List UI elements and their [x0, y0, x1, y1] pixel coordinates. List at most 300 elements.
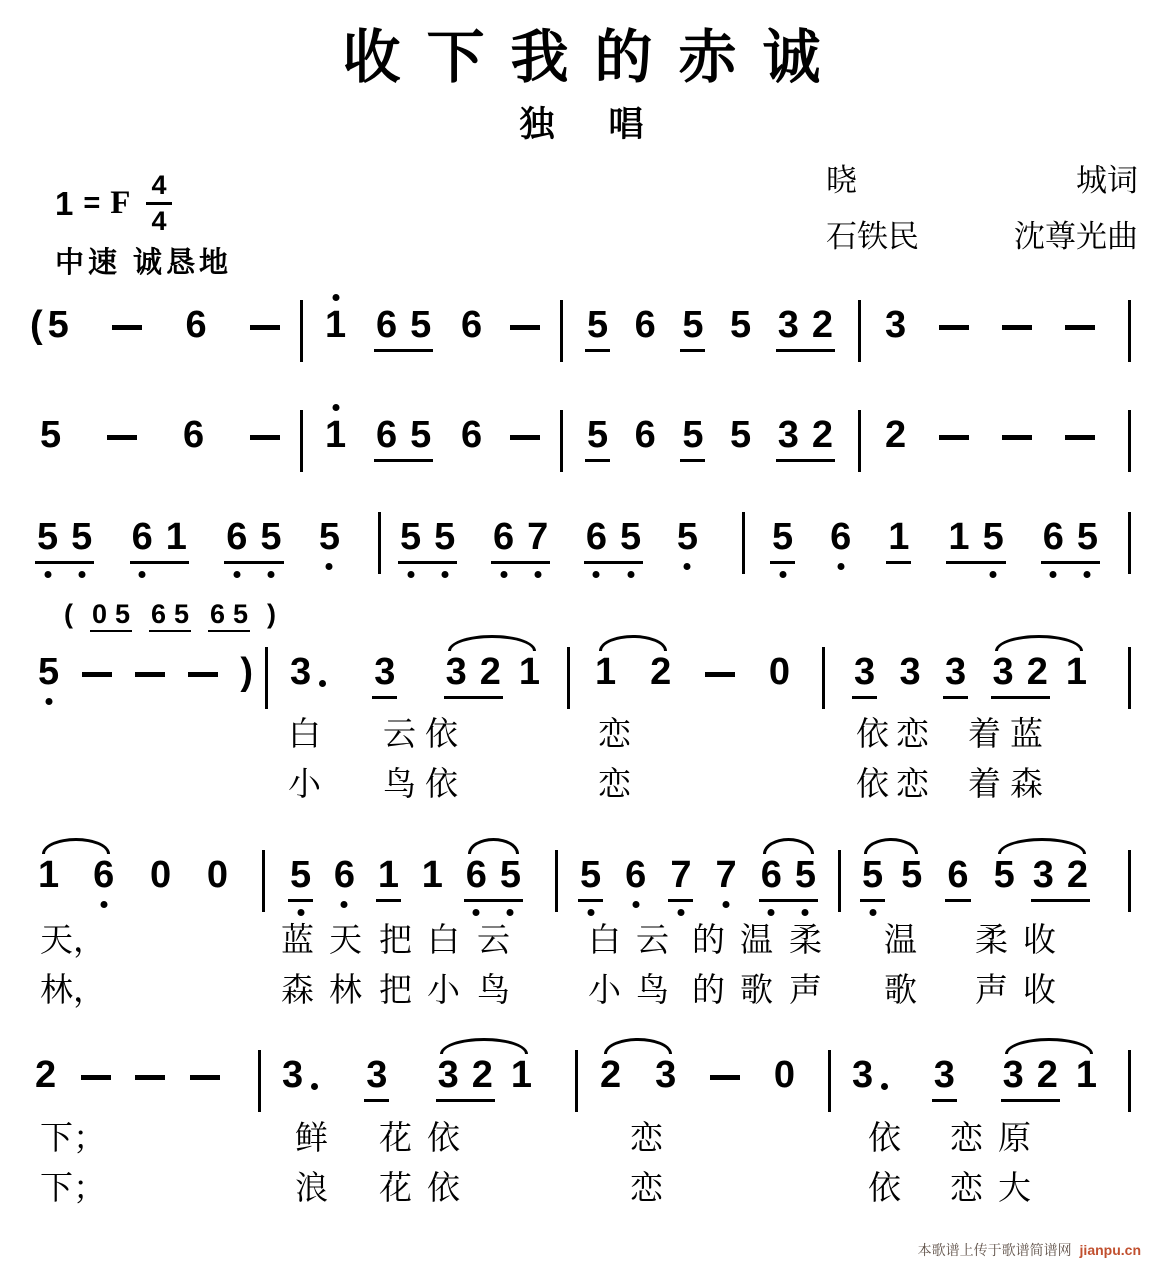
- lyric-syllable: 歌: [740, 973, 773, 1009]
- note: [812, 416, 833, 456]
- note: [378, 856, 399, 896]
- note: [71, 518, 92, 558]
- lyric-syllable: 恋: [630, 1121, 663, 1157]
- note: [466, 856, 487, 896]
- measure: [325, 416, 540, 462]
- lyric-syllable: 温: [740, 923, 773, 959]
- note: [948, 518, 969, 558]
- note-digit: 6: [492, 516, 515, 558]
- barline: [742, 512, 745, 574]
- note-digit: 2: [479, 651, 501, 693]
- lyric-syllable: 小: [288, 767, 321, 803]
- note-digit: 5: [174, 599, 190, 629]
- note-digit: 6: [760, 854, 782, 896]
- note-digit: 5: [410, 414, 432, 456]
- lyric-syllable: 恋: [598, 767, 631, 803]
- octave-dot-low: [779, 571, 786, 578]
- note-digit: 3: [374, 651, 396, 693]
- measure: [852, 1056, 1097, 1102]
- dash-continuation: [190, 1075, 220, 1080]
- note: [625, 856, 646, 896]
- note: [174, 600, 189, 628]
- note-digit: 5: [71, 516, 93, 558]
- barline: [265, 647, 268, 709]
- octave-dot-low: [78, 571, 85, 578]
- note: [1043, 518, 1064, 558]
- lyric-syllable: 下；: [40, 1121, 106, 1157]
- lyric-syllable: 依: [427, 1171, 460, 1207]
- measure: [770, 518, 1100, 564]
- note: [778, 416, 799, 456]
- composer-credit: [826, 211, 1138, 256]
- lyric-syllable: 把: [379, 923, 412, 959]
- underline-beam-group: [860, 856, 885, 902]
- note: [325, 306, 346, 346]
- measure: [64, 600, 276, 632]
- note: [1076, 1056, 1097, 1096]
- underline-beam-group: [35, 518, 94, 564]
- octave-dot-low: [507, 909, 514, 916]
- lyric-syllable: 依: [856, 767, 889, 803]
- octave-dot-low: [632, 901, 639, 908]
- slur-group: [759, 856, 818, 902]
- lyric-syllable: 白: [588, 923, 621, 959]
- note-digit: 7: [527, 516, 549, 558]
- underline-beam-group: [584, 518, 643, 564]
- parenthesis: (: [64, 599, 73, 629]
- note: [115, 600, 130, 628]
- note-digit: 1: [510, 1054, 532, 1096]
- lyric-syllable: 依: [425, 767, 458, 803]
- octave-dot-low: [473, 909, 480, 916]
- underline-beam-group: [90, 600, 132, 632]
- note-digit: 5: [794, 854, 816, 896]
- barline: [262, 850, 265, 912]
- lyricist-credit: [826, 155, 1138, 200]
- lyric-syllable: 依: [868, 1171, 901, 1207]
- lyric-syllable: 森: [1010, 767, 1043, 803]
- note: [290, 856, 311, 896]
- octave-dot-low: [44, 571, 51, 578]
- measure: [325, 306, 540, 352]
- note-digit: 2: [471, 1054, 493, 1096]
- note-digit: 2: [811, 414, 833, 456]
- note: [207, 856, 228, 896]
- measure: [40, 416, 280, 456]
- lyric-syllable: 恋: [950, 1121, 983, 1157]
- note: [587, 306, 608, 346]
- lyric-syllable: 白: [288, 717, 321, 753]
- lyric-syllable: 声: [975, 973, 1008, 1009]
- underline-beam-group: [668, 856, 693, 902]
- note-digit: 0: [768, 651, 790, 693]
- measure: [585, 416, 835, 462]
- slur-group: [436, 1056, 532, 1102]
- note: [945, 653, 966, 693]
- barline: [1128, 1050, 1131, 1112]
- note-digit: 6: [461, 414, 483, 456]
- note-digit: 3: [655, 1054, 677, 1096]
- lyric-syllable: 柔: [975, 923, 1008, 959]
- verse-line-2: [0, 856, 1163, 908]
- open-paren: (: [30, 304, 43, 346]
- measure: [578, 856, 818, 902]
- note: [472, 1056, 493, 1096]
- note: [1027, 653, 1048, 693]
- note: [166, 518, 187, 558]
- underline-beam-group: [374, 416, 433, 462]
- lyric-syllable: 云: [383, 717, 416, 753]
- note: [795, 856, 816, 896]
- underline-beam-group: [578, 856, 603, 902]
- note-digit: 5: [233, 599, 249, 629]
- octave-dot-low: [837, 563, 844, 570]
- lyric-syllable: 依: [425, 717, 458, 753]
- barline: [838, 850, 841, 912]
- note: [885, 306, 906, 346]
- octave-dot-low: [1084, 571, 1091, 578]
- note: [586, 518, 607, 558]
- note: [422, 856, 443, 896]
- note-digit: 6: [634, 414, 656, 456]
- slur-group: [860, 856, 922, 902]
- note-digit: 7: [715, 854, 737, 896]
- underline-beam-group: [398, 518, 457, 564]
- underline-beam-group: [852, 653, 877, 699]
- note-digit: 3: [885, 304, 907, 346]
- dash-continuation: [1002, 435, 1032, 440]
- verse-line-3: [0, 1056, 1163, 1108]
- measure: [30, 306, 280, 346]
- note-digit: 2: [600, 1054, 622, 1096]
- note-digit: 6: [375, 414, 398, 456]
- dash-continuation: [710, 1075, 740, 1080]
- note: [511, 1056, 532, 1096]
- underline-beam-group: [376, 856, 401, 902]
- note-digit: 5: [40, 414, 62, 456]
- note-digit: 0: [150, 854, 172, 896]
- note-digit: 5: [587, 414, 609, 456]
- augmentation-dot: [311, 1083, 318, 1090]
- meter-denominator: 4: [151, 206, 167, 236]
- note-digit: 5: [434, 516, 456, 558]
- barline: [1128, 410, 1131, 472]
- verse-line-1: [0, 653, 1163, 705]
- note-digit: 1: [377, 854, 399, 896]
- lyric-syllable: 的: [692, 973, 725, 1009]
- note-digit: 6: [461, 304, 483, 346]
- note: [260, 518, 281, 558]
- lyric-syllable: 恋: [598, 717, 631, 753]
- dash-continuation: [939, 435, 969, 440]
- octave-dot-low: [1050, 571, 1057, 578]
- lyric-syllable: 鸟: [636, 973, 669, 1009]
- note: [620, 518, 641, 558]
- barline: [1128, 300, 1131, 362]
- note-digit: 3: [282, 1054, 304, 1096]
- underline-beam-group: [945, 856, 970, 902]
- note-digit: 2: [650, 651, 672, 693]
- note: [650, 653, 671, 693]
- slur-group: [991, 653, 1087, 699]
- note-digit: 2: [35, 1054, 57, 1096]
- note: [40, 416, 61, 456]
- augmentation-dot: [881, 1083, 888, 1090]
- note-digit: 2: [1036, 1054, 1058, 1096]
- lyric-syllable: 鸟: [383, 767, 416, 803]
- note-digit: 5: [38, 651, 60, 693]
- dash-continuation: [112, 325, 142, 330]
- note-digit: 6: [830, 516, 852, 558]
- barline: [858, 410, 861, 472]
- song-title: 收下我的赤诚: [342, 25, 847, 90]
- note-digit: 5: [993, 854, 1015, 896]
- note-digit: 0: [91, 599, 107, 629]
- measure: [288, 856, 523, 902]
- measure: [35, 1056, 220, 1096]
- underline-beam-group: [932, 1056, 957, 1102]
- lyric-syllable: 的: [692, 923, 725, 959]
- octave-dot-low: [326, 563, 333, 570]
- slur-group: [600, 1056, 676, 1096]
- note: [151, 600, 166, 628]
- barline: [575, 1050, 578, 1112]
- measure: [852, 653, 1087, 699]
- octave-dot-low: [869, 909, 876, 916]
- note: [461, 306, 482, 346]
- note: [410, 416, 431, 456]
- note-digit: 6: [93, 854, 115, 896]
- note: [682, 416, 703, 456]
- underline-beam-group: [464, 856, 523, 902]
- note-digit: 1: [38, 854, 60, 896]
- note: [438, 1056, 459, 1096]
- note-digit: 6: [375, 304, 398, 346]
- note: [778, 306, 799, 346]
- dash-continuation: [705, 672, 735, 677]
- note-digit: 5: [318, 516, 340, 558]
- slur-group: [38, 856, 114, 896]
- underline-beam-group: [886, 518, 911, 564]
- tempo-marking: 中速 诚恳地: [55, 247, 233, 279]
- note-digit: 3: [945, 651, 967, 693]
- dash-continuation: [1065, 325, 1095, 330]
- note-digit: 3: [437, 1054, 459, 1096]
- underline-beam-group: [759, 856, 818, 902]
- note-digit: 5: [290, 854, 312, 896]
- lyric-syllable: 花: [379, 1171, 412, 1207]
- lyric-syllable: 天: [329, 923, 362, 959]
- intro-line-2: [0, 416, 1163, 468]
- note: [947, 856, 968, 896]
- barline: [858, 300, 861, 362]
- barline: [1128, 512, 1131, 574]
- note-digit: 6: [465, 854, 487, 896]
- note: [1066, 653, 1087, 693]
- note-digit: 5: [47, 304, 69, 346]
- note: [434, 518, 455, 558]
- note: [446, 653, 467, 693]
- note-digit: 1: [325, 304, 347, 346]
- note-digit: 1: [888, 516, 910, 558]
- composer-name-2: 沈尊光曲: [1014, 219, 1138, 254]
- underline-beam-group: [585, 416, 610, 462]
- note: [595, 653, 616, 693]
- underline-beam-group: [224, 518, 283, 564]
- note-digit: 5: [499, 854, 521, 896]
- dash-continuation: [135, 1075, 165, 1080]
- barline: [1128, 850, 1131, 912]
- intro-line-1: [0, 306, 1163, 358]
- note: [282, 1056, 318, 1096]
- underline-beam-group: [149, 600, 191, 632]
- note: [1037, 1056, 1058, 1096]
- note-digit: 6: [209, 599, 226, 629]
- note: [410, 306, 431, 346]
- underline-beam-group: [288, 856, 313, 902]
- barline: [560, 410, 563, 472]
- lyric-syllable: 花: [379, 1121, 412, 1157]
- octave-dot-low: [139, 571, 146, 578]
- slur-group: [994, 856, 1090, 902]
- composer-name-1: 石铁民: [826, 219, 919, 254]
- note-digit: 6: [947, 854, 969, 896]
- octave-dot-low: [267, 571, 274, 578]
- parenthesis: ): [267, 599, 276, 629]
- note: [366, 1056, 387, 1096]
- barline: [822, 647, 825, 709]
- note: [885, 416, 906, 456]
- note-digit: 1: [421, 854, 443, 896]
- underline-beam-group: [436, 1056, 495, 1102]
- dash-continuation: [107, 435, 137, 440]
- octave-dot-low: [802, 909, 809, 916]
- barline: [378, 512, 381, 574]
- note-digit: 6: [150, 599, 166, 629]
- lyric-syllable: 云: [636, 923, 669, 959]
- note: [334, 856, 355, 896]
- note-digit: 6: [182, 414, 205, 456]
- underline-beam-group: [776, 306, 835, 352]
- note-digit: 1: [165, 516, 187, 558]
- underline-beam-group: [491, 518, 550, 564]
- underline-beam-group: [130, 518, 189, 564]
- note-digit: 6: [131, 516, 153, 558]
- underline-beam-group: [374, 306, 433, 352]
- dash-continuation: [510, 325, 540, 330]
- note: [400, 518, 421, 558]
- lyric-syllable: 原: [998, 1121, 1031, 1157]
- octave-dot-low: [534, 571, 541, 578]
- underline-beam-group: [372, 653, 397, 699]
- note-digit: 3: [290, 651, 312, 693]
- lyric-syllable: 着: [968, 717, 1001, 753]
- measure: [595, 653, 790, 693]
- measure: [885, 306, 1095, 346]
- note-digit: 5: [676, 516, 698, 558]
- note: [376, 306, 397, 346]
- note: [132, 518, 153, 558]
- note-digit: 3: [777, 414, 799, 456]
- lyric-syllable: 鲜: [295, 1121, 328, 1157]
- underline-beam-group: [1041, 518, 1100, 564]
- octave-dot-high: [332, 404, 339, 411]
- underline-beam-group: [991, 653, 1050, 699]
- note-digit: 6: [585, 516, 608, 558]
- key-letter: F: [110, 185, 131, 221]
- note: [774, 1056, 795, 1096]
- note: [682, 306, 703, 346]
- note: [862, 856, 883, 896]
- measure: [38, 653, 253, 693]
- underline-beam-group: [943, 653, 968, 699]
- dash-continuation: [188, 672, 218, 677]
- note: [319, 518, 340, 558]
- note-digit: 5: [682, 414, 704, 456]
- measure: [860, 856, 1090, 902]
- lyric-syllable: 森: [281, 973, 314, 1009]
- note-digit: 2: [811, 304, 833, 346]
- note-digit: 5: [114, 599, 131, 629]
- dash-continuation: [939, 325, 969, 330]
- underline-beam-group: [680, 306, 705, 352]
- lyric-syllable: 把: [379, 973, 412, 1009]
- octave-dot-low: [100, 901, 107, 908]
- note: [37, 518, 58, 558]
- meter-numerator: 4: [146, 172, 171, 205]
- lyric-syllable: 依: [427, 1121, 460, 1157]
- measure: [585, 306, 835, 352]
- dash-continuation: [250, 325, 280, 330]
- dash-continuation: [510, 435, 540, 440]
- note: [730, 306, 751, 346]
- note-digit: 5: [587, 304, 609, 346]
- note-digit: 2: [1066, 854, 1088, 896]
- note: [730, 416, 751, 456]
- note-digit: 3: [445, 651, 467, 693]
- note: [854, 653, 875, 693]
- lyricist-suffix: 城词: [1076, 163, 1138, 198]
- measure: [35, 518, 340, 564]
- note: [635, 306, 656, 346]
- lyric-syllable: 温: [884, 923, 917, 959]
- note: [1033, 856, 1054, 896]
- lyric-syllable: 浪: [295, 1171, 328, 1207]
- lyric-syllable: 声: [789, 973, 822, 1009]
- underline-beam-group: [680, 416, 705, 462]
- note-digit: 3: [933, 1054, 955, 1096]
- note: [772, 518, 793, 558]
- note: [461, 416, 482, 456]
- octave-dot-low: [341, 901, 348, 908]
- note-digit: 3: [1002, 1054, 1024, 1096]
- watermark-site-link[interactable]: jianpu.cn: [1079, 1242, 1141, 1258]
- note: [900, 653, 921, 693]
- underline-beam-group: [776, 416, 835, 462]
- note: [901, 856, 922, 896]
- lyric-syllable: 小: [588, 973, 621, 1009]
- octave-dot-low: [677, 909, 684, 916]
- note: [376, 416, 397, 456]
- note: [30, 306, 69, 346]
- octave-dot-high: [332, 294, 339, 301]
- note-digit: 5: [982, 516, 1004, 558]
- note-digit: 6: [634, 304, 656, 346]
- dash-continuation: [1065, 435, 1095, 440]
- note: [812, 306, 833, 346]
- note: [587, 416, 608, 456]
- note-digit: 3: [899, 651, 921, 693]
